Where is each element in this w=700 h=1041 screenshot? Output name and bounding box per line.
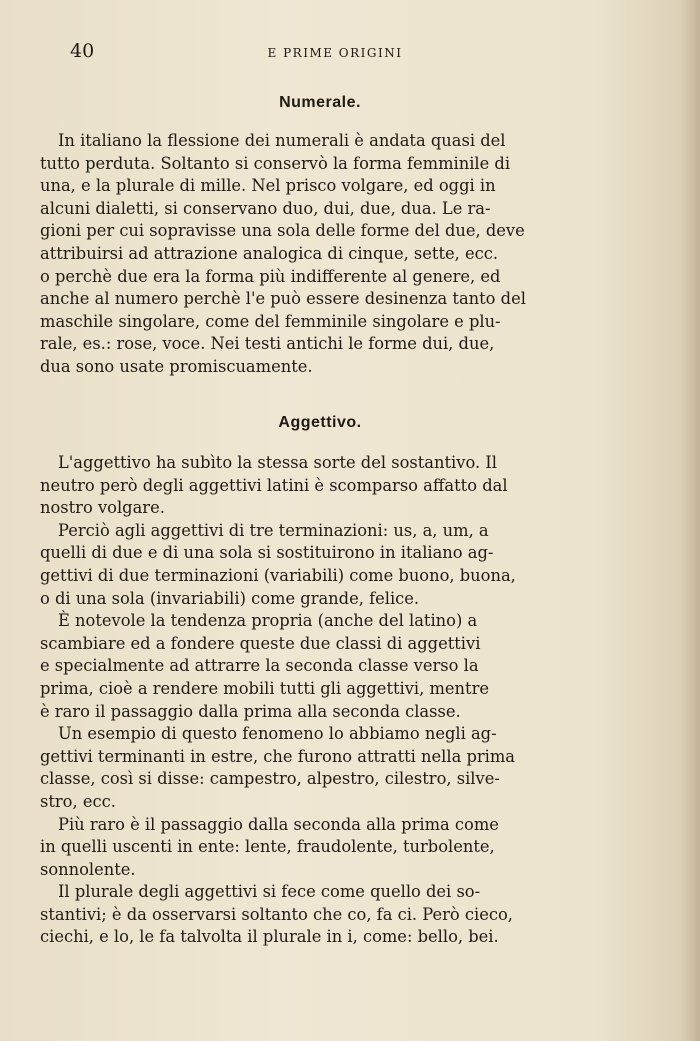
paragraph: [40, 814, 600, 882]
text-line: maschile singolare, come del femminile singolare e plu-: [40, 311, 501, 331]
text-line: neutro però degli aggettivi latini è scomparso affatto dal: [40, 475, 508, 495]
text-line: prima, cioè a rendere mobili tutti gli aggettivi, mentre: [40, 678, 490, 698]
text-line: rale, es.: rose, voce. Nei testi antichi le forme dui, due,: [40, 334, 495, 354]
section-body-numerale: [40, 130, 600, 379]
paragraph: [40, 881, 600, 949]
text-line: nostro volgare.: [40, 498, 165, 518]
text-line: o di una sola (invariabili) come grande, felice.: [40, 588, 420, 608]
text-line: è raro il passaggio dalla prima alla seconda classe.: [40, 701, 461, 721]
page-spine-shadow: [680, 0, 700, 1041]
page-header: [70, 40, 600, 70]
text-line: una, e la plurale di mille. Nel prisco volgare, ed oggi in: [40, 176, 496, 196]
text-line: anche al numero perchè l'e può essere desinenza tanto del: [40, 289, 526, 309]
text-line: gettivi terminanti in estre, che furono attratti nella prima: [40, 746, 516, 766]
text-line: alcuni dialetti, si conservano duo, dui, due, dua. Le ra-: [40, 198, 491, 218]
text-line: in quelli uscenti in ente: lente, fraudolente, turbolente,: [40, 837, 495, 857]
text-line: Più raro è il passaggio dalla seconda alla prima come: [58, 814, 499, 834]
text-line: classe, così si disse: campestro, alpestro, cilestro, silve-: [40, 769, 500, 789]
text-line: ciechi, e lo, le fa talvolta il plurale in i, come: bello, bei.: [40, 927, 499, 947]
running-title: E PRIME ORIGINI: [267, 46, 403, 60]
text-line: stro, ecc.: [40, 791, 116, 811]
text-line: stantivi; è da osservarsi soltanto che co, fa ci. Però cieco,: [40, 904, 513, 924]
page-number: 40: [70, 40, 95, 62]
text-line: L'aggettivo ha subìto la stessa sorte del sostantivo. Il: [58, 453, 497, 472]
text-line: In italiano la flessione dei numerali è andata quasi del: [58, 131, 506, 150]
text-line: È notevole la tendenza propria (anche del latino) a: [58, 611, 478, 631]
text-line: Un esempio di questo fenomeno lo abbiamo negli ag-: [58, 724, 497, 744]
text-line: e specialmente ad attrarre la seconda classe verso la: [40, 656, 479, 676]
text-line: o perchè due era la forma più indifferente al genere, ed: [40, 266, 501, 286]
paragraph: [40, 610, 600, 723]
text-line: quelli di due e di una sola si sostituirono in italiano ag-: [40, 543, 494, 563]
section-title-aggettivo: Aggettivo.: [278, 414, 362, 431]
section-body-aggettivo: [40, 452, 600, 949]
text-line: tutto perduta. Soltanto si conservò la forma femminile di: [40, 153, 511, 173]
text-line: scambiare ed a fondere queste due classi di aggettivi: [40, 633, 481, 653]
paragraph: [40, 452, 600, 520]
paragraph: [40, 723, 600, 813]
text-line: Il plurale degli aggettivi si fece come quello dei so-: [58, 882, 481, 902]
text-line: Perciò agli aggettivi di tre terminazioni: us, a, um, a: [58, 520, 489, 540]
text-line: gettivi di due terminazioni (variabili) come buono, buona,: [40, 565, 516, 585]
section-title-numerale: Numerale.: [279, 94, 361, 111]
text-line: attribuirsi ad attrazione analogica di cinque, sette, ecc.: [40, 243, 499, 263]
paragraph: [40, 520, 600, 610]
text-line: gioni per cui sopravisse una sola delle forme del due, deve: [40, 221, 525, 241]
text-line: sonnolente.: [40, 859, 136, 879]
text-line: dua sono usate promiscuamente.: [40, 356, 313, 376]
paragraph: [40, 130, 600, 379]
